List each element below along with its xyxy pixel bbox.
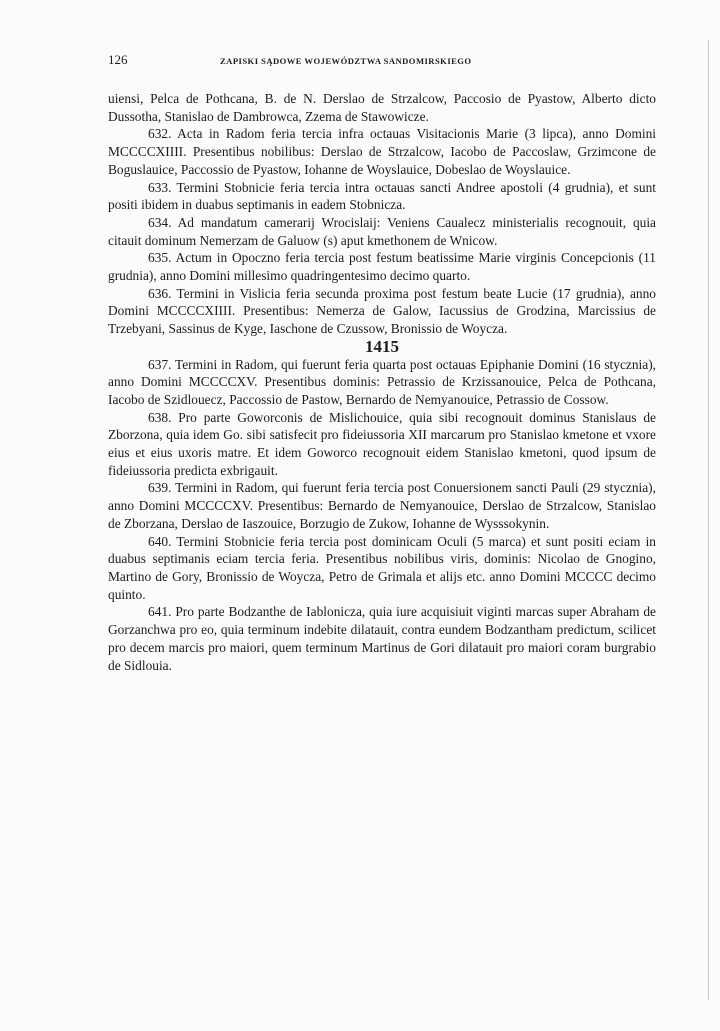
entry-640: 640. Termini Stobnicie feria tercia post dominicam Oculi (5 marca) et sunt positi eciam in duabus septimanis eciam tercia feria. Presentibus nobilibus viris, dominis: Nicolao de Gnogino, Martino de Gory, Bronissio de Woycza, Petro de Grimala et alijs etc. anno Domini MCCCC decimo quinto. [108,533,656,602]
entry-636: 636. Termini in Vislicia feria secunda proxima post festum beate Lucie (17 grudnia), anno Domini MCCCCXIIII. Presentibus: Nemerza de Galow, Iacussius de Grodzina, Marcissius de Trzebyani, Sassinus de Kyge, Iaschone de Czussow, Bronissio de Woycza. [108,285,656,337]
page-number: 126 [108,52,128,67]
entry-635: 635. Actum in Opoczno feria tercia post festum beatissime Marie virginis Concepcionis (11 grudnia), anno Domini millesimo quadringentesimo decimo quarto. [108,250,656,284]
entry-641: 641. Pro parte Bodzanthe de Iablonicza, quia iure acquisiuit viginti marcas super Abraham de Gorzanchwa pro eo, quia terminum indebite dilatauit, contra eundem Bodzantham predictum, scilicet pro decem marcis pro maiori, quem terminum Martinus de Gori dilatauit pro maiori coram burgrabio de Sidlouia. [108,604,656,673]
page-header [108,52,656,72]
running-title: ZAPISKI SĄDOWE WOJEWÓDZTWA SANDOMIRSKIEGO [220,56,472,66]
entry-634: 634. Ad mandatum camerarij Wrocislaij: Veniens Caualecz ministerialis recognouit, quia citauit dominum Nemerzam de Galuow (s) aput kmethonem de Wnicow. [108,214,656,248]
entry-632: 632. Acta in Radom feria tercia infra octauas Visitacionis Marie (3 lipca), anno Domini MCCCCXIIII. Presentibus nobilibus: Derslao de Strzalcow, Iacobo de Paccoslaw, Grzimcone de Boguslauice, Paccossio de Pyastow, Iohanne de Woyslauice, Dobeslao de Woyslauice. [108,126,656,177]
entry-638: 638. Pro parte Goworconis de Mislichouice, quia sibi recognouit dominus Stanislaus de Zborzona, quia idem Go. sibi satisfecit pro fideiussoria XII marcarum pro Stanislao kmetone et vxore eius et eius uxoris matre. Et idem Goworco recognouit eidem Stanislao kmetoni, quod ipsum de fideiussoria predicta exbrigauit. [108,409,656,478]
paragraph-continuation: uiensi, Pelca de Pothcana, B. de N. Derslao de Strzalcow, Paccosio de Pyastow, Alberto dicto Dussotha, Stanislao de Dambrowca, Zzema de Stawowicze. [108,91,656,124]
entry-639: 639. Termini in Radom, qui fuerunt feria tercia post Conuersionem sancti Pauli (29 stycznia), anno Domini MCCCCXV. Presentibus: Bernardo de Nemyanouice, Derslao de Strzalcow, Stanislao de Zborzana, Derslao de Iaszouice, Borzugio de Zukow, Iohanne de Wysssokynin. [108,480,656,531]
page-edge-rule [708,40,709,1000]
document-body [108,90,656,674]
year-heading: 1415 [365,336,399,356]
entry-633: 633. Termini Stobnicie feria tercia intra octauas sancti Andree apostoli (4 grudnia), et sunt positi ibidem in duabus septimanis in eadem Stobnicza. [108,179,656,213]
entry-637: 637. Termini in Radom, qui fuerunt feria quarta post octauas Epiphanie Domini (16 stycznia), anno Domini MCCCCXV. Presentibus dominis: Petrassio de Krzissanouice, Pelca de Pothcana, Iacobo de Szidlouecz, Paccossio de Pastow, Bernardo de Nemyanouice, Petrassio de Cossow. [108,356,656,407]
